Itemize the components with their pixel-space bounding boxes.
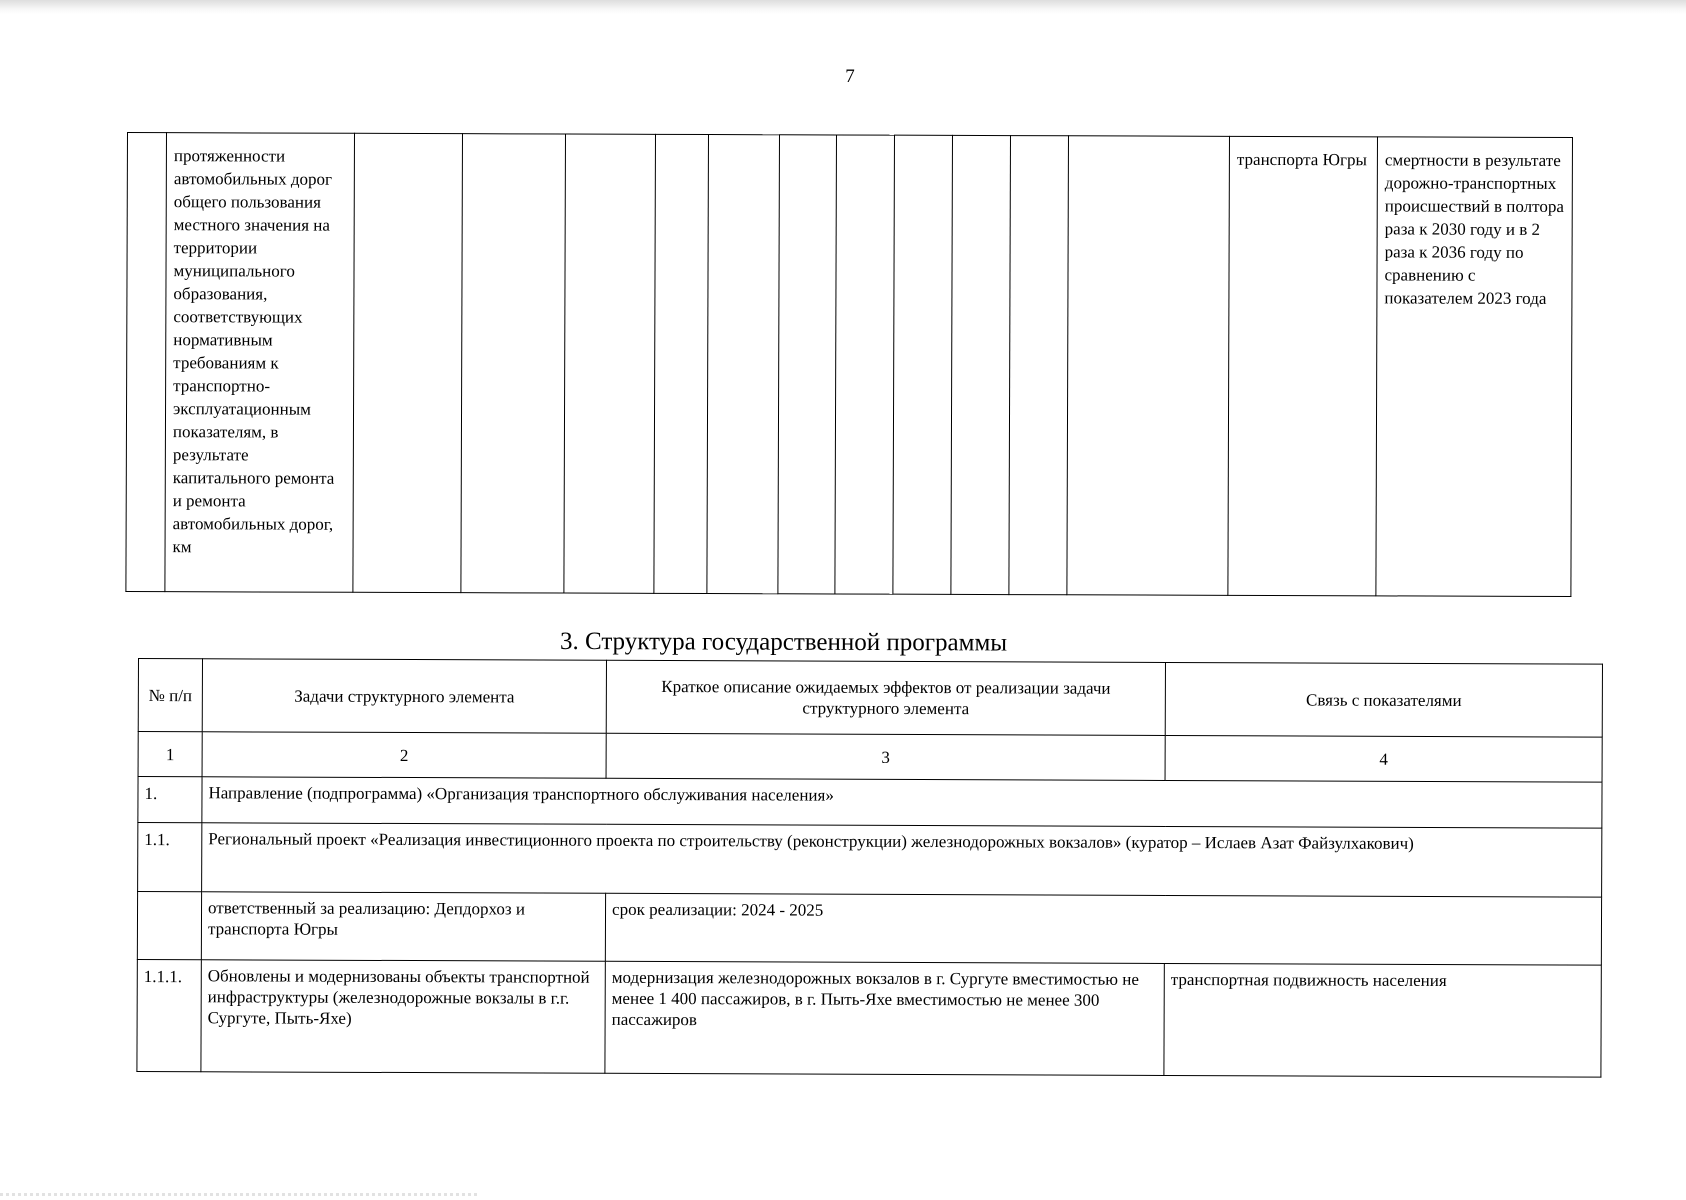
cell-number: [126, 133, 167, 592]
column-number: 4: [1165, 735, 1602, 782]
section-title: 3. Структура государственной программы: [559, 627, 1008, 657]
direction-number: 1.: [138, 777, 202, 823]
header-number: № п/п: [138, 659, 202, 732]
task-number: 1.1.1.: [137, 959, 201, 1071]
direction-text: Направление (подпрограмма) «Организация транспортного обслуживания населения»: [202, 777, 1602, 828]
project-text: Региональный проект «Реализация инвестиционного проекта по строительству (реконструкции) железнодорожных вокзалов» (куратор – Ислаев Азат Файзулхакович): [202, 823, 1602, 897]
cell-empty: [461, 134, 566, 593]
cell-empty: [835, 135, 895, 594]
cell-empty: [564, 134, 656, 593]
scan-top-edge: [0, 0, 1686, 14]
cell-empty: [1009, 136, 1069, 595]
indicator-text: протяженности автомобильных дорог общего пользования местного значения на территории муниципального образования, соответствующих нормативным требованиям к транспортно-эксплуатационным показателям, в результате капитального ремонта и ремонта автомобильных дорог, км: [172, 146, 335, 557]
goal-link-text: смертности в результате дорожно-транспортных происшествий в полтора раза к 2030 году и в 2 раза к 2036 году по сравнению с показателем 2023 года: [1384, 150, 1564, 308]
cell-goal-link: [1376, 137, 1573, 597]
scan-bottom-edge: [0, 1193, 480, 1196]
project-row: [138, 823, 1602, 898]
program-structure-table: [136, 658, 1603, 1078]
implementation-period: срок реализации: 2024 - 2025: [605, 893, 1601, 965]
column-number: 2: [202, 732, 606, 779]
header-effects: Краткое описание ожидаемых эффектов от реализации задачи структурного элемента: [606, 660, 1165, 735]
indicators-continuation-table: [125, 132, 1573, 597]
task-indicator: транспортная подвижность населения: [1164, 963, 1601, 1077]
responsible-number: [137, 892, 201, 960]
task-text: Обновлены и модернизованы объекты транспортной инфраструктуры (железнодорожные вокзалы в г.г. Сургуте, Пыть-Яхе): [201, 960, 605, 1074]
cell-indicator: [165, 133, 355, 593]
page-number: 7: [845, 66, 855, 87]
cell-responsible: [1228, 136, 1378, 596]
direction-row: [138, 777, 1602, 829]
table-header-row: [138, 659, 1602, 738]
header-indicators-link: Связь с показателями: [1165, 662, 1602, 737]
cell-empty: [654, 134, 709, 593]
header-tasks: Задачи структурного элемента: [202, 659, 606, 734]
responsible-text: ответственный за реализацию: Депдорхоз и транспорта Югры: [201, 892, 605, 962]
cell-empty: [707, 135, 780, 594]
continuation-row: [126, 133, 1573, 597]
task-effect: модернизация железнодорожных вокзалов в г. Сургуте вместимостью не менее 1 400 пассажиров, в г. Пыть-Яхе вместимостью не менее 300 пассажиров: [605, 961, 1164, 1075]
column-number: 1: [138, 732, 202, 777]
cell-empty: [893, 135, 953, 594]
cell-empty: [1067, 136, 1230, 596]
cell-empty: [353, 133, 463, 592]
project-number: 1.1.: [138, 823, 202, 892]
cell-empty: [951, 135, 1011, 594]
cell-empty: [778, 135, 837, 594]
responsible-text: транспорта Югры: [1236, 149, 1367, 170]
task-row: [137, 959, 1601, 1077]
responsible-row: [137, 892, 1601, 966]
column-numbers-row: [138, 732, 1602, 783]
column-number: 3: [606, 733, 1165, 780]
